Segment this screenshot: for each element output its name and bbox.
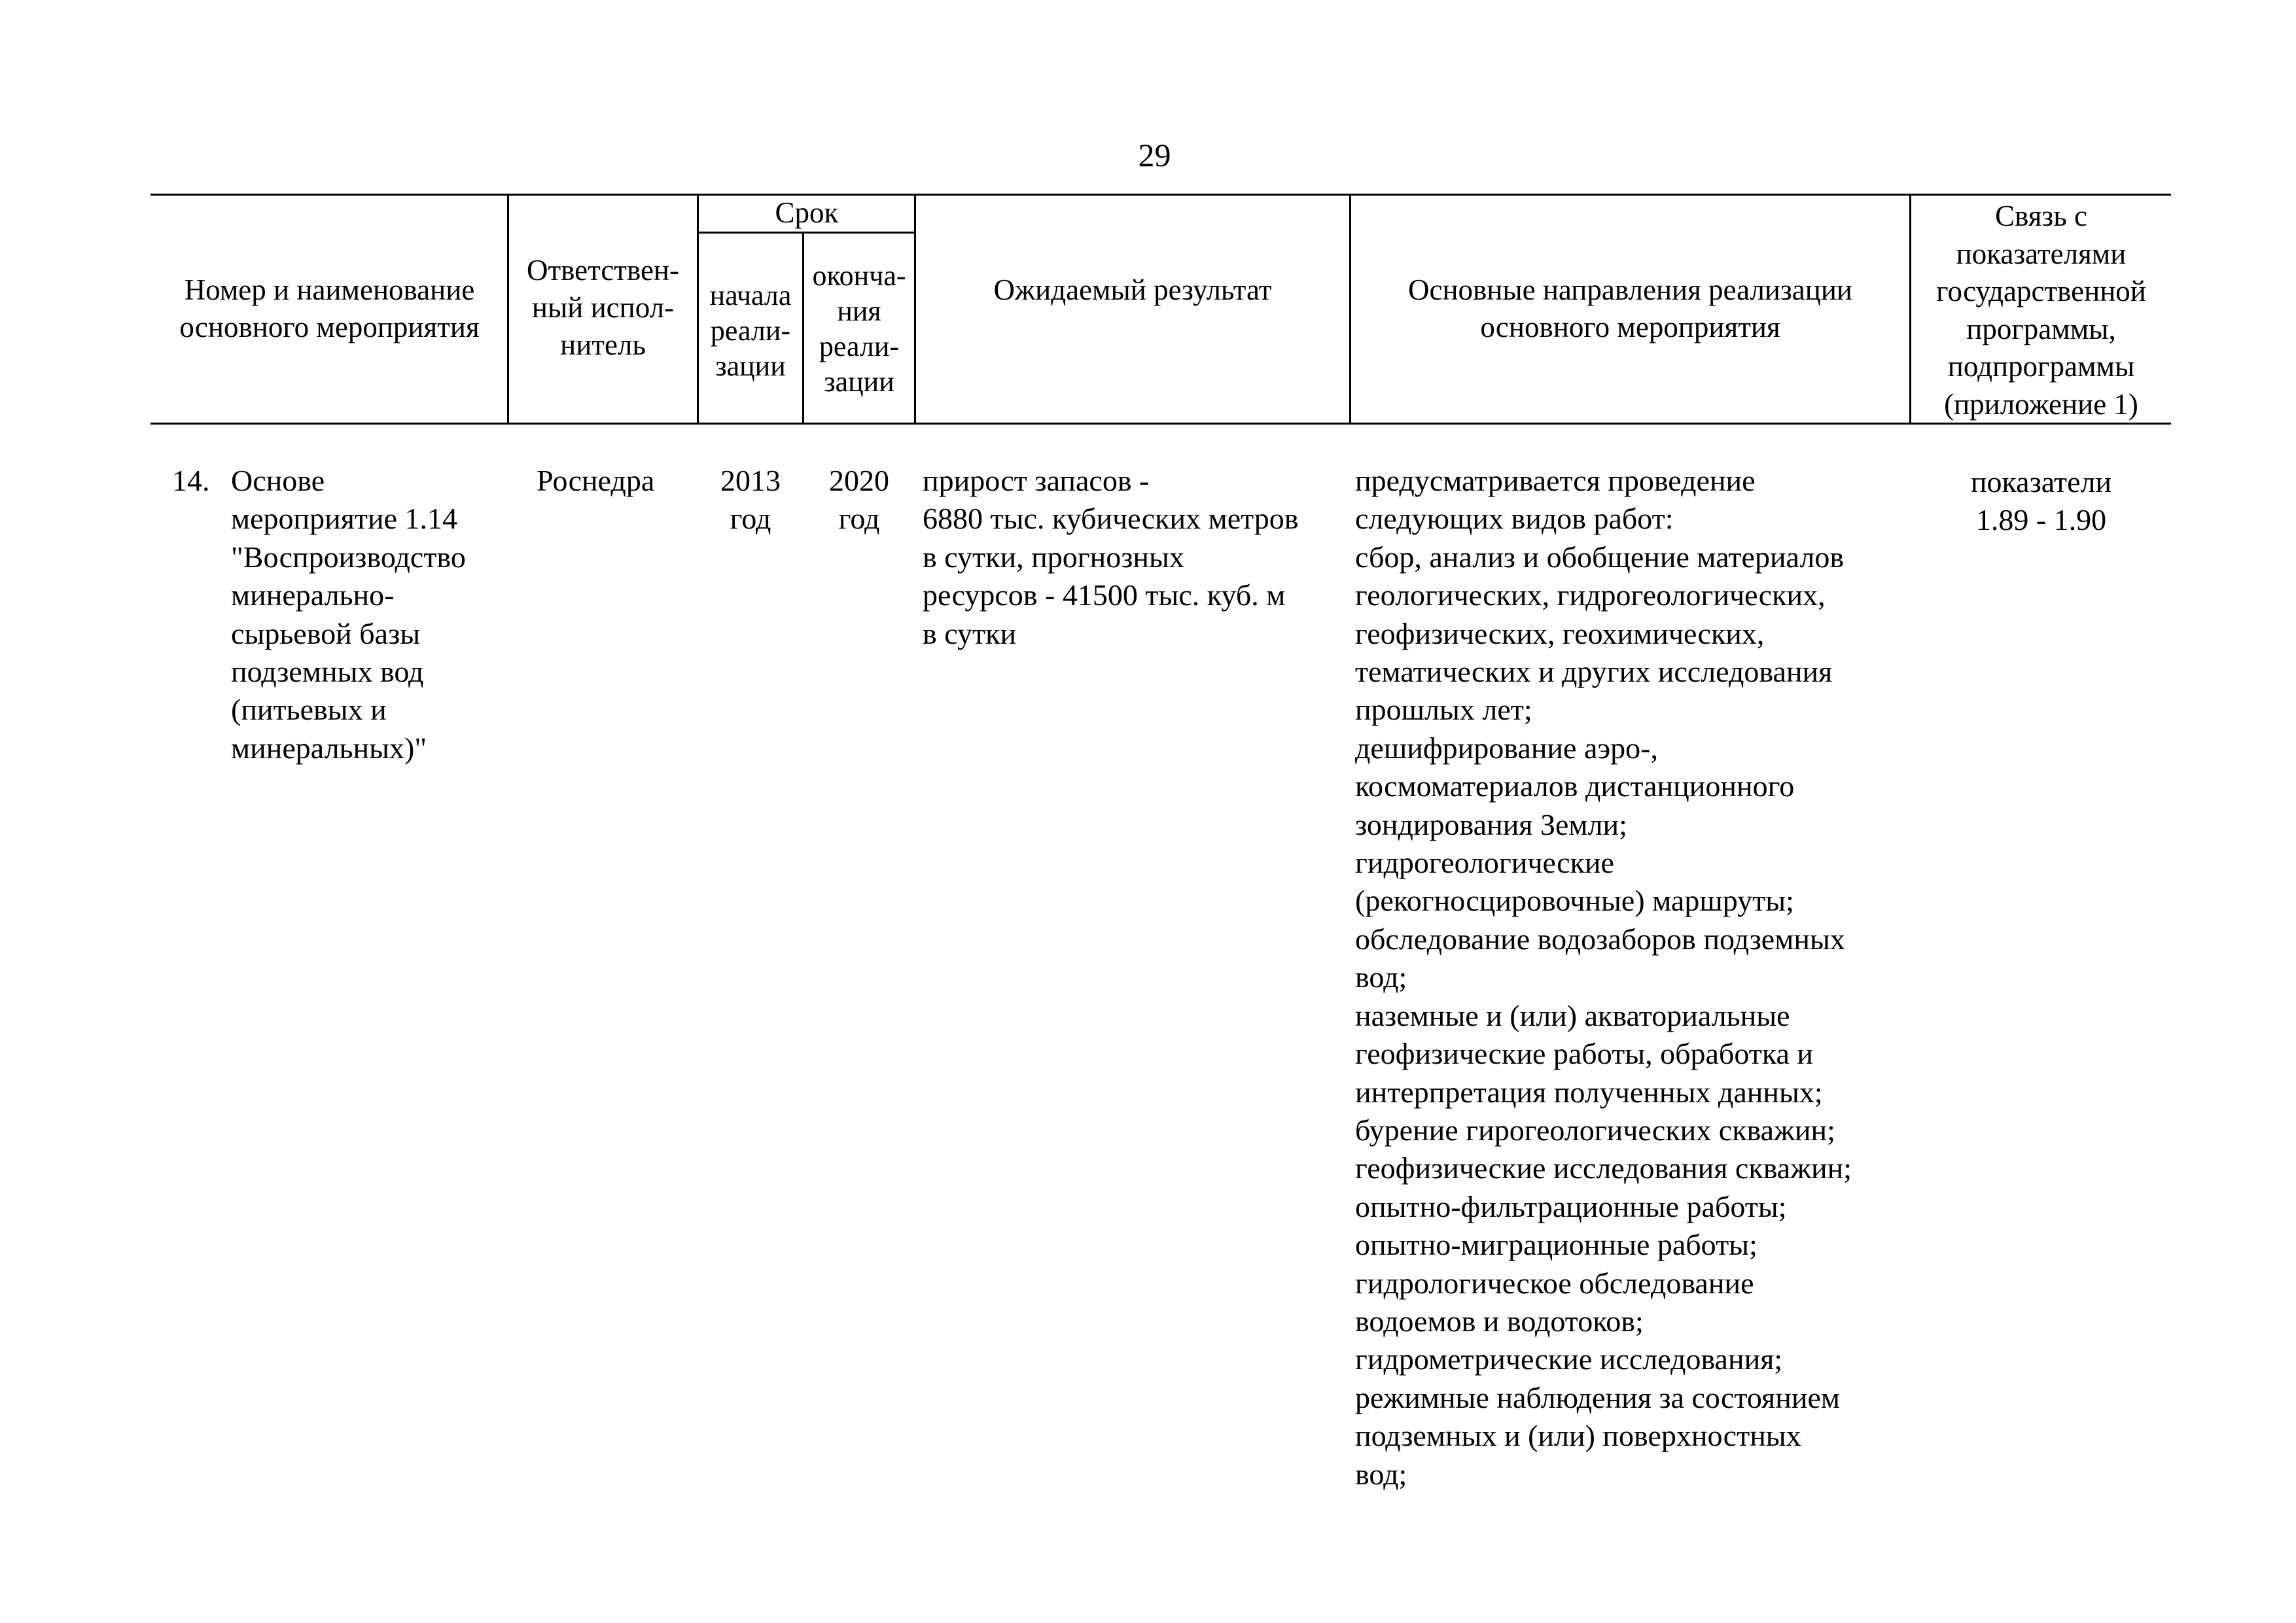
header-executor: Ответствен- ный испол- нитель [527, 254, 679, 361]
header-indicators: Связь с показателями государственной программы, подпрограммы (приложение 1) [1936, 200, 2146, 421]
header-bottom-border [150, 423, 2171, 425]
row-end: 2020 год [829, 464, 889, 536]
table-top-border [150, 194, 2171, 196]
header-directions: Основные направления реализации основного мероприятия [1408, 273, 1852, 343]
row-start: 2013 год [720, 464, 781, 536]
header-end: оконча- ния реали- зации [812, 260, 906, 398]
header-srok: Срок [775, 196, 839, 229]
row-result: прирост запасов - 6880 тыс. кубических метров в сутки, прогнозных ресурсов - 41500 тыс. куб. м в сутки [923, 464, 1299, 650]
header-result: Ожидаемый результат [993, 273, 1272, 306]
srok-divider [698, 232, 915, 234]
row-executor: Роснедра [537, 464, 655, 497]
page-number: 29 [1138, 137, 1171, 173]
row-indicators: показатели 1.89 - 1.90 [1970, 465, 2112, 537]
header-name: Номер и наименование основного мероприятия [179, 273, 480, 343]
row-number: 14. [172, 464, 210, 497]
row-directions: предусматривается проведение следующих видов работ: сбор, анализ и обобщение материалов геологических, гидрогеологических, геофизических, геохимических, тематических и других исследования прошлых лет; дешифрирование аэро-, космоматериалов дистанционного зондирования Земли; гидрогеологические (рекогносцировочные) маршруты; обследование водозаборов подземных вод; наземные и (или) акваториальные геофизические работы, обработка и интерпретация полученных данных; бурение гирогеологических скважин; геофизические исследования скважин; опытно-фильтрационные работы; опытно-миграционные работы; гидрологическое обследование водоемов и водотоков; гидрометрические исследования; режимные наблюдения за состоянием подземных и (или) поверхностных вод; [1355, 464, 1852, 1491]
row-name: Основе мероприятие 1.14 "Воспроизводство минерально- сырьевой базы подземных вод (питьевых и минеральных)" [231, 464, 466, 765]
header-start: начала реали- зации [709, 279, 792, 382]
